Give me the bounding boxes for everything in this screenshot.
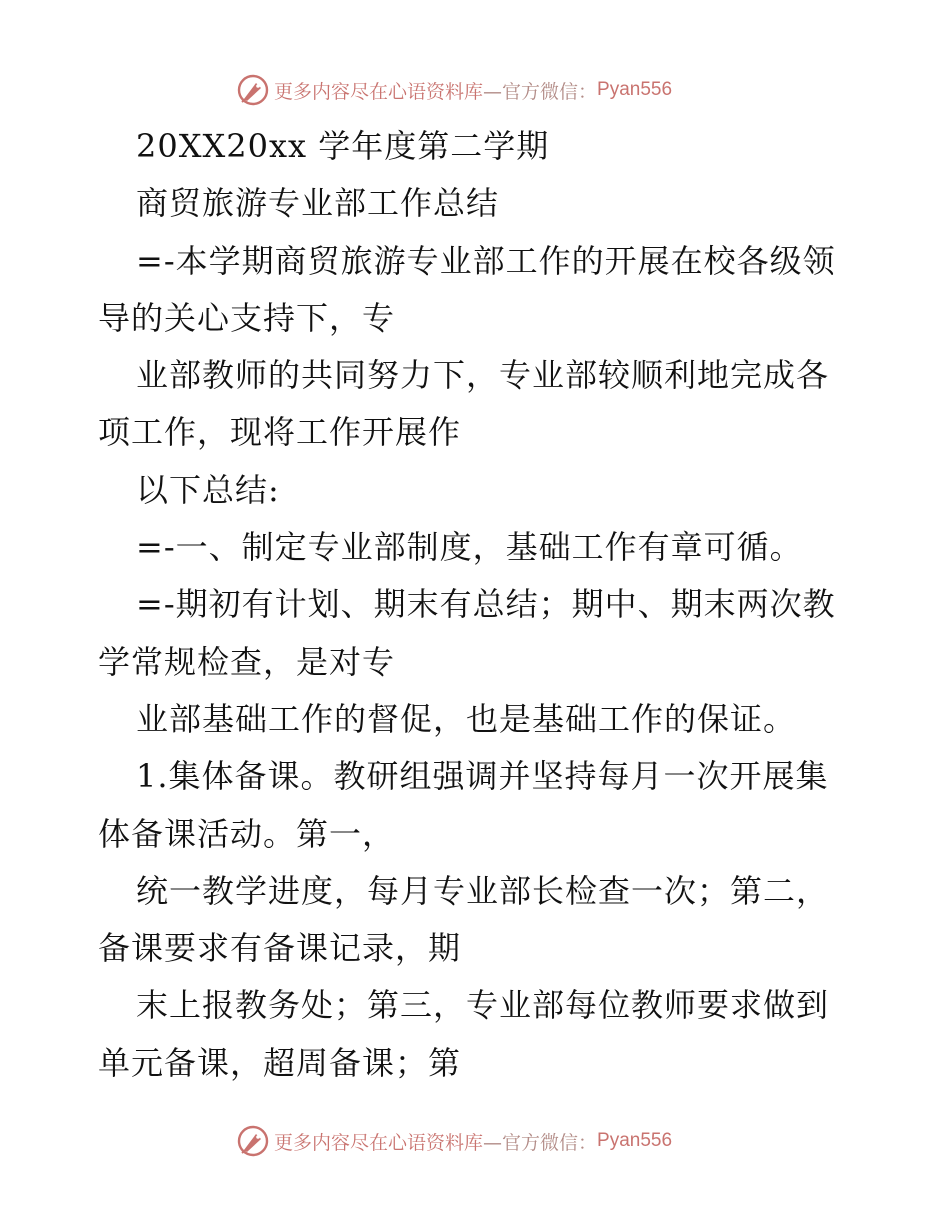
footer-text: 更多内容尽在心语资料库 [274,1131,484,1154]
paragraph-line: 导的关心支持下，专 [98,298,396,337]
header-banner [236,73,672,107]
paragraph-line: =-期初有计划、期末有总结；期中、期末两次教 [136,585,836,624]
paragraph-line: 体备课活动。第一， [98,814,396,853]
paragraph-line: 备课要求有备课记录，期 [98,929,462,968]
subtitle-line: 商贸旅游专业部工作总结 [136,184,500,223]
paragraph-line: 学常规检查，是对专 [98,642,396,681]
paragraph-line: 业部基础工作的督促，也是基础工作的保证。 [136,699,797,738]
header-text: 更多内容尽在心语资料库 [274,80,484,103]
paragraph-line: 以下总结: [136,470,280,509]
section-heading: =-一、制定专业部制度，基础工作有章可循。 [136,528,803,567]
pen-nib-logo-icon [236,73,270,107]
header-wechat-label: —官方微信： [483,80,598,103]
paragraph-line: =-本学期商贸旅游专业部工作的开展在校各级领 [136,241,836,280]
header-wechat-id: Pyan556 [597,79,673,100]
paragraph-line: 项工作，现将工作开展作 [98,413,462,452]
title-line: 20XX20xx 学年度第二学期 [136,127,550,165]
pen-nib-logo-icon [236,1124,270,1158]
footer-banner [236,1124,672,1158]
document-body [98,118,878,1092]
footer-wechat-label: —官方微信： [483,1131,598,1154]
paragraph-line: 业部教师的共同努力下，专业部较顺利地完成各 [136,356,830,395]
paragraph-line: 末上报教务处；第三，专业部每位教师要求做到 [136,986,830,1025]
paragraph-line: 1.集体备课。教研组强调并坚持每月一次开展集 [136,757,829,796]
paragraph-line: 单元备课，超周备课；第 [98,1043,462,1082]
footer-wechat-id: Pyan556 [597,1130,673,1151]
paragraph-line: 统一教学进度，每月专业部长检查一次；第二， [136,871,830,910]
